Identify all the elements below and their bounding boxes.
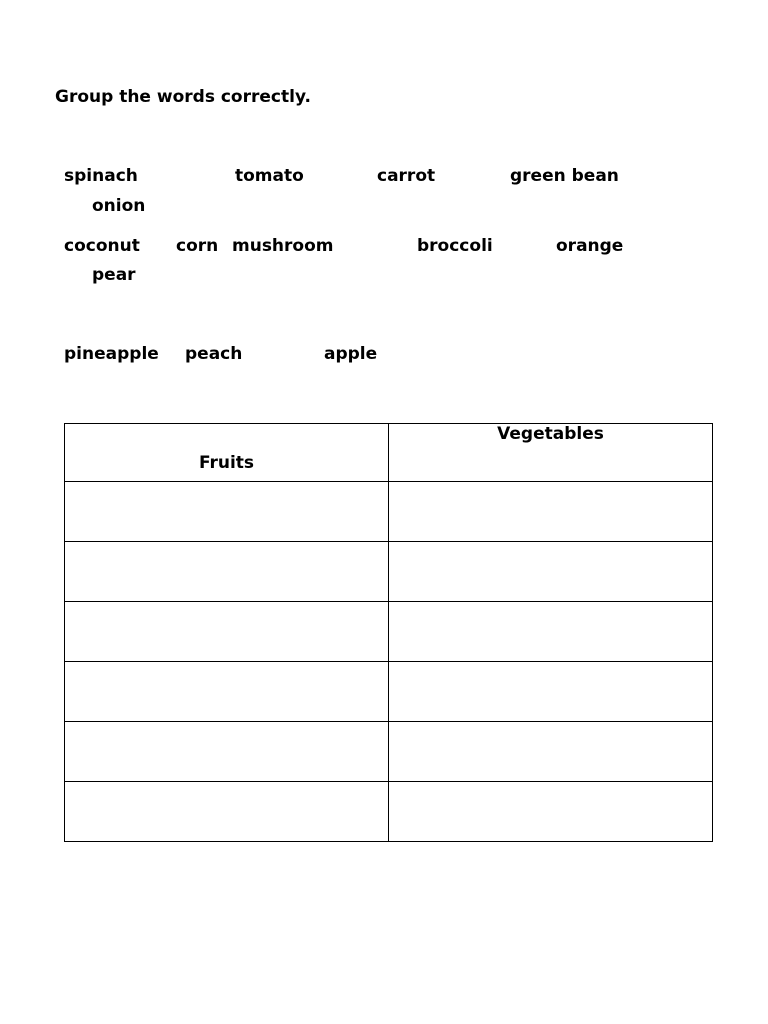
vegetables-cell[interactable] bbox=[389, 482, 713, 542]
word-apple: apple bbox=[324, 344, 378, 364]
word-pineapple: pineapple bbox=[64, 344, 159, 364]
table-row bbox=[65, 722, 713, 782]
word-corn: corn bbox=[176, 236, 219, 256]
vegetables-cell[interactable] bbox=[389, 542, 713, 602]
fruits-cell[interactable] bbox=[65, 722, 389, 782]
table-row bbox=[65, 602, 713, 662]
word-orange: orange bbox=[556, 236, 624, 256]
vegetables-cell[interactable] bbox=[389, 662, 713, 722]
word-spinach: spinach bbox=[64, 166, 138, 186]
table-header-row bbox=[65, 424, 713, 482]
word-onion: onion bbox=[92, 196, 146, 216]
instruction-text: Group the words correctly. bbox=[55, 87, 311, 107]
fruits-cell[interactable] bbox=[65, 542, 389, 602]
vegetables-column-header bbox=[389, 424, 713, 482]
word-coconut: coconut bbox=[64, 236, 140, 256]
word-carrot: carrot bbox=[377, 166, 436, 186]
fruits-header-label: Fruits bbox=[198, 453, 255, 473]
vegetables-cell[interactable] bbox=[389, 602, 713, 662]
table-row bbox=[65, 782, 713, 842]
word-pear: pear bbox=[92, 265, 136, 285]
table-row bbox=[65, 482, 713, 542]
table-row bbox=[65, 542, 713, 602]
word-broccoli: broccoli bbox=[417, 236, 493, 256]
word-mushroom: mushroom bbox=[232, 236, 334, 256]
vegetables-header-label: Vegetables bbox=[497, 424, 604, 444]
fruits-cell[interactable] bbox=[65, 782, 389, 842]
word-green-bean: green bean bbox=[510, 166, 619, 186]
fruits-cell[interactable] bbox=[65, 662, 389, 722]
vegetables-cell[interactable] bbox=[389, 722, 713, 782]
fruits-cell[interactable] bbox=[65, 482, 389, 542]
fruits-column-header bbox=[65, 424, 389, 482]
fruits-cell[interactable] bbox=[65, 602, 389, 662]
word-peach: peach bbox=[185, 344, 243, 364]
table-row bbox=[65, 662, 713, 722]
word-tomato: tomato bbox=[235, 166, 304, 186]
sorting-table bbox=[64, 423, 713, 842]
vegetables-cell[interactable] bbox=[389, 782, 713, 842]
